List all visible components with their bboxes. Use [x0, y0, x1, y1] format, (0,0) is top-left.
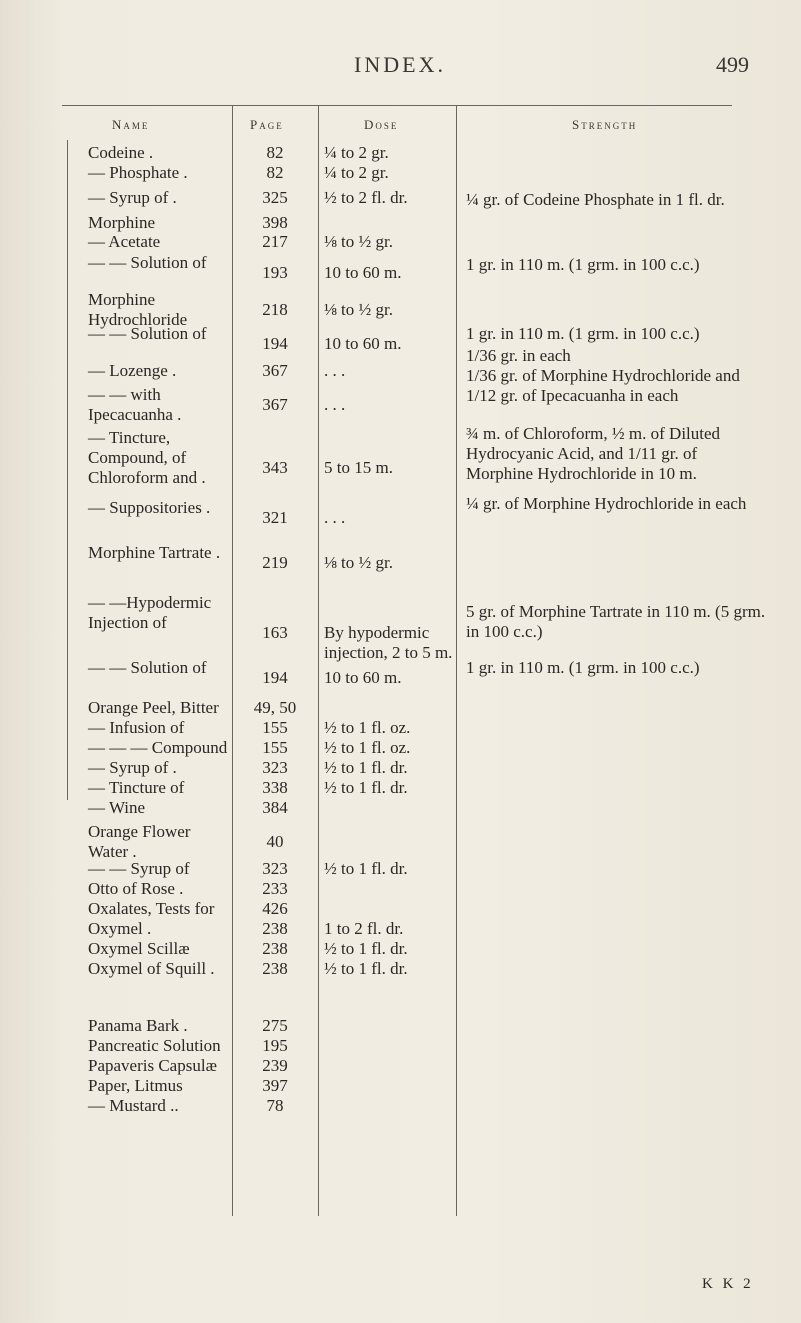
- entry-page: 82: [266, 143, 284, 162]
- entry-dose: ½ to 1 fl. dr.: [324, 959, 408, 978]
- entry-page: 193: [262, 263, 288, 282]
- entry-page: 367: [262, 361, 288, 380]
- entry-name: Morphine Tartrate .: [88, 543, 221, 562]
- entry-strength: 1/36 gr. of Morphine Hydrochloride and 1/12 gr. of Ipecacuanha in each: [466, 366, 740, 405]
- entry-dose: . . .: [324, 508, 346, 527]
- entry-page: 233: [262, 879, 288, 898]
- entry-name: Morphine: [88, 213, 156, 232]
- entry-name: — Infusion of: [88, 718, 185, 737]
- signature-mark: K K 2: [702, 1276, 754, 1292]
- entry-dose: ½ to 1 fl. oz.: [324, 718, 411, 737]
- entry-dose: ½ to 1 fl. dr.: [324, 859, 408, 878]
- entry-name: Orange Flower Water .: [88, 822, 191, 861]
- entry-dose: ⅛ to ½ gr.: [324, 553, 393, 572]
- entry-name: — — Solution of: [88, 658, 207, 677]
- entry-strength: 1 gr. in 110 m. (1 grm. in 100 c.c.): [466, 324, 700, 343]
- entry-page: 194: [262, 334, 288, 353]
- entry-page: 194: [262, 668, 288, 687]
- entry-dose: ⅛ to ½ gr.: [324, 232, 393, 251]
- entry-dose: 10 to 60 m.: [324, 263, 402, 282]
- entry-page: 323: [262, 758, 288, 777]
- column-header-strength: Strength: [572, 117, 638, 132]
- entry-page: 323: [262, 859, 288, 878]
- entry-name: Otto of Rose .: [88, 879, 184, 898]
- entry-name: — Wine: [88, 798, 146, 817]
- entry-name: — Phosphate .: [88, 163, 188, 182]
- entry-strength: 5 gr. of Morphine Tartrate in 110 m. (5 grm. in 100 c.c.): [466, 602, 766, 641]
- entry-dose: By hypodermic injection, 2 to 5 m.: [324, 623, 453, 662]
- entry-page: 82: [266, 163, 284, 182]
- entry-name: — Lozenge .: [88, 361, 177, 380]
- entry-strength: ¾ m. of Chloroform, ½ m. of Diluted Hydrocyanic Acid, and 1/11 gr. of Morphine Hydrochloride in 10 m.: [466, 424, 721, 483]
- entry-name: — — — Compound: [88, 738, 228, 757]
- column-rule-name-page: [232, 106, 233, 1216]
- entry-dose: ½ to 1 fl. oz.: [324, 738, 411, 757]
- entry-page: 338: [262, 778, 288, 797]
- entry-name: Paper, Litmus: [88, 1076, 183, 1095]
- entry-name: Oxalates, Tests for: [88, 899, 215, 918]
- entry-strength: ¼ gr. of Morphine Hydrochloride in each: [466, 494, 747, 513]
- entry-dose: . . .: [324, 395, 346, 414]
- entry-page: 49, 50: [253, 698, 297, 717]
- entry-dose: ½ to 2 fl. dr.: [324, 188, 408, 207]
- entry-name: Morphine Hydrochloride: [88, 290, 188, 329]
- entry-page: 239: [262, 1056, 288, 1075]
- left-bracket-rule: [67, 140, 68, 800]
- entry-page: 384: [262, 798, 288, 817]
- entry-name: — — Syrup of: [88, 859, 190, 878]
- column-header-name: Name: [112, 117, 150, 132]
- entry-page: 321: [262, 508, 288, 527]
- entry-page: 217: [262, 232, 288, 251]
- entry-strength: 1/36 gr. in each: [466, 346, 571, 365]
- entry-page: 78: [266, 1096, 284, 1115]
- entry-strength: ¼ gr. of Codeine Phosphate in 1 fl. dr.: [466, 190, 725, 209]
- entry-name: Orange Peel, Bitter: [88, 698, 219, 717]
- entry-page: 275: [262, 1016, 288, 1035]
- entry-name: Codeine .: [88, 143, 154, 162]
- column-header-page: Page: [250, 117, 284, 132]
- entry-dose: ½ to 1 fl. dr.: [324, 758, 408, 777]
- entry-dose: ½ to 1 fl. dr.: [324, 778, 408, 797]
- entry-page: 40: [266, 832, 284, 851]
- entry-name: — Acetate: [88, 232, 161, 251]
- entry-name: Pancreatic Solution: [88, 1036, 221, 1055]
- entry-page: 238: [262, 939, 288, 958]
- entry-name: Oxymel .: [88, 919, 152, 938]
- entry-name: — — Solution of: [88, 253, 207, 272]
- entry-page: 155: [262, 718, 288, 737]
- entry-name: — — with Ipecacuanha .: [88, 385, 182, 424]
- entry-dose: ¼ to 2 gr.: [324, 143, 389, 162]
- entry-page: 367: [262, 395, 288, 414]
- entry-dose: . . .: [324, 361, 346, 380]
- entry-dose: ¼ to 2 gr.: [324, 163, 389, 182]
- entry-page: 163: [262, 623, 288, 642]
- entry-name: Papaveris Capsulæ: [88, 1056, 217, 1075]
- entry-name: — Suppositories .: [88, 498, 211, 517]
- entry-page: 325: [262, 188, 288, 207]
- entry-dose: 10 to 60 m.: [324, 334, 402, 353]
- entry-name: — —Hypodermic Injection of: [88, 593, 212, 632]
- page-number: 499: [716, 52, 749, 77]
- entry-name: Oxymel of Squill .: [88, 959, 215, 978]
- entry-name: — — Solution of: [88, 324, 207, 343]
- entry-name: Panama Bark .: [88, 1016, 188, 1035]
- column-rule-page-dose: [318, 106, 319, 1216]
- entry-page: 426: [262, 899, 288, 918]
- entry-strength: 1 gr. in 110 m. (1 grm. in 100 c.c.): [466, 658, 700, 677]
- entry-page: 219: [262, 553, 288, 572]
- entry-page: 155: [262, 738, 288, 757]
- entry-page: 238: [262, 959, 288, 978]
- entry-dose: ½ to 1 fl. dr.: [324, 939, 408, 958]
- entry-dose: 1 to 2 fl. dr.: [324, 919, 404, 938]
- entry-name: — Syrup of .: [88, 188, 177, 207]
- entry-page: 218: [262, 300, 288, 319]
- entry-dose: 5 to 15 m.: [324, 458, 393, 477]
- entry-page: 195: [262, 1036, 288, 1055]
- entry-dose: ⅛ to ½ gr.: [324, 300, 393, 319]
- entry-name: — Tincture, Compound, of Chloroform and .: [88, 428, 206, 487]
- entry-name: Oxymel Scillæ: [88, 939, 190, 958]
- running-header: [0, 52, 801, 82]
- entry-page: 398: [262, 213, 288, 232]
- entry-page: 343: [262, 458, 288, 477]
- entry-name: — Tincture of: [88, 778, 185, 797]
- entry-name: — Mustard ..: [88, 1096, 179, 1115]
- column-rule-dose-strength: [456, 106, 457, 1216]
- entry-name: — Syrup of .: [88, 758, 177, 777]
- entry-page: 397: [262, 1076, 288, 1095]
- table-top-rule: [62, 105, 732, 106]
- entry-dose: 10 to 60 m.: [324, 668, 402, 687]
- header-title: INDEX.: [354, 52, 446, 77]
- entry-page: 238: [262, 919, 288, 938]
- entry-strength: 1 gr. in 110 m. (1 grm. in 100 c.c.): [466, 255, 700, 274]
- column-header-dose: Dose: [364, 117, 399, 132]
